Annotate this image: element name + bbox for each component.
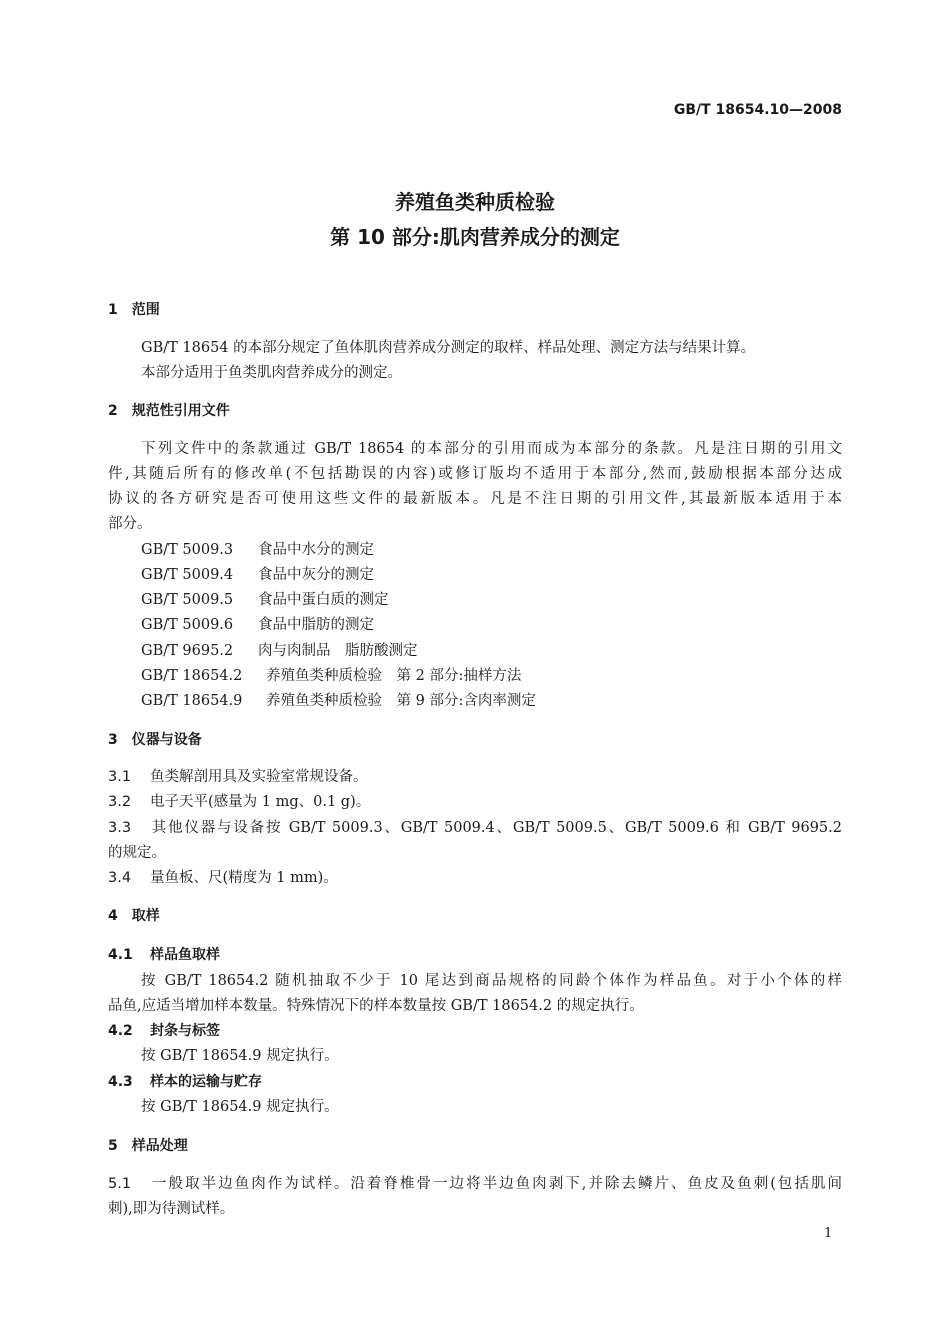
ref-code: GB/T 9695.2 [141, 643, 234, 659]
item-text-continued: 的规定。 [108, 845, 166, 861]
ref-code: GB/T 5009.3 [141, 542, 234, 558]
ref-code: GB/T 18654.9 [141, 693, 243, 709]
reference-item [141, 642, 418, 660]
s1-paragraph-1: GB/T 18654 的本部分规定了鱼体肌肉营养成分测定的取样、样品处理、测定方法与结果计算。 [141, 340, 756, 356]
section-3-heading: 3 仪器与设备 [108, 732, 202, 748]
sub-number: 4.1 [108, 947, 133, 963]
ref-title: 养殖鱼类种质检验 第 9 部分:含肉率测定 [266, 693, 536, 709]
reference-item [141, 541, 374, 559]
s2-line: 件,其随后所有的修改单(不包括勘误的内容)或修订版均不适用于本部分,然而,鼓励根据本部分达成 [108, 466, 842, 482]
item-number: 3.4 [108, 870, 132, 886]
s2-line: 协议的各方研究是否可使用这些文件的最新版本。凡是不注日期的引用文件,其最新版本适用于本 [108, 491, 842, 507]
reference-item [141, 616, 374, 634]
sub-number: 4.3 [108, 1074, 133, 1090]
ref-code: GB/T 18654.2 [141, 668, 243, 684]
ref-title: 食品中水分的测定 [258, 542, 374, 558]
item-number: 5.1 [108, 1176, 132, 1192]
reference-item [141, 591, 389, 609]
ref-title: 养殖鱼类种质检验 第 2 部分:抽样方法 [266, 668, 522, 684]
item-number: 3.3 [108, 820, 132, 836]
ref-code: GB/T 5009.5 [141, 592, 234, 608]
item-text: 鱼类解剖用具及实验室常规设备。 [150, 769, 368, 785]
sub-number: 4.2 [108, 1023, 133, 1039]
reference-item [141, 692, 536, 710]
reference-item [141, 667, 521, 685]
reference-item [141, 566, 374, 584]
section-1-heading: 1 范围 [108, 302, 160, 318]
title-line-2: 第 10 部分:肌肉营养成分的测定 [330, 225, 620, 249]
section-5-heading: 5 样品处理 [108, 1138, 188, 1154]
sub-title: 封条与标签 [150, 1023, 220, 1039]
sub-title: 样品鱼取样 [150, 947, 220, 963]
ref-code: GB/T 5009.4 [141, 567, 234, 583]
standard-code-header: GB/T 18654.10—2008 [673, 102, 842, 118]
ref-title: 食品中灰分的测定 [258, 567, 374, 583]
title-line-1: 养殖鱼类种质检验 [395, 190, 555, 214]
item-text: 量鱼板、尺(精度为 1 mm)。 [150, 870, 338, 886]
ref-title: 食品中脂肪的测定 [258, 617, 374, 633]
s1-paragraph-2: 本部分适用于鱼类肌肉营养成分的测定。 [141, 365, 402, 381]
ref-title: 肉与肉制品 脂肪酸测定 [258, 643, 418, 659]
s4-1-line: 品鱼,应适当增加样本数量。特殊情况下的样本数量按 GB/T 18654.2 的规定执行。 [108, 998, 644, 1014]
s4-2-line: 按 GB/T 18654.9 规定执行。 [141, 1048, 339, 1064]
ref-code: GB/T 5009.6 [141, 617, 234, 633]
s2-line: 下列文件中的条款通过 GB/T 18654 的本部分的引用而成为本部分的条款。凡是注日期的引用文 [141, 441, 842, 457]
page-number: 1 [824, 1226, 833, 1241]
section-4-heading: 4 取样 [108, 908, 160, 924]
sub-title: 样本的运输与贮存 [150, 1074, 262, 1090]
item-number: 3.1 [108, 769, 132, 785]
ref-title: 食品中蛋白质的测定 [258, 592, 389, 608]
s2-line: 部分。 [108, 516, 152, 532]
item-text: 一般取半边鱼肉作为试样。沿着脊椎骨一边将半边鱼肉剥下,并除去鳞片、鱼皮及鱼刺(包括肌间 [150, 1176, 842, 1192]
item-text: 其他仪器与设备按 GB/T 5009.3、GB/T 5009.4、GB/T 5009.5、GB/T 5009.6 和 GB/T 9695.2 [150, 820, 842, 836]
item-text: 电子天平(感量为 1 mg、0.1 g)。 [150, 794, 371, 810]
s4-3-line: 按 GB/T 18654.9 规定执行。 [141, 1099, 339, 1115]
s4-1-line: 按 GB/T 18654.2 随机抽取不少于 10 尾达到商品规格的同龄个体作为样品鱼。对于小个体的样 [141, 973, 842, 989]
item-number: 3.2 [108, 794, 132, 810]
section-2-heading: 2 规范性引用文件 [108, 403, 230, 419]
s5-1-line: 刺),即为待测试样。 [108, 1201, 235, 1217]
